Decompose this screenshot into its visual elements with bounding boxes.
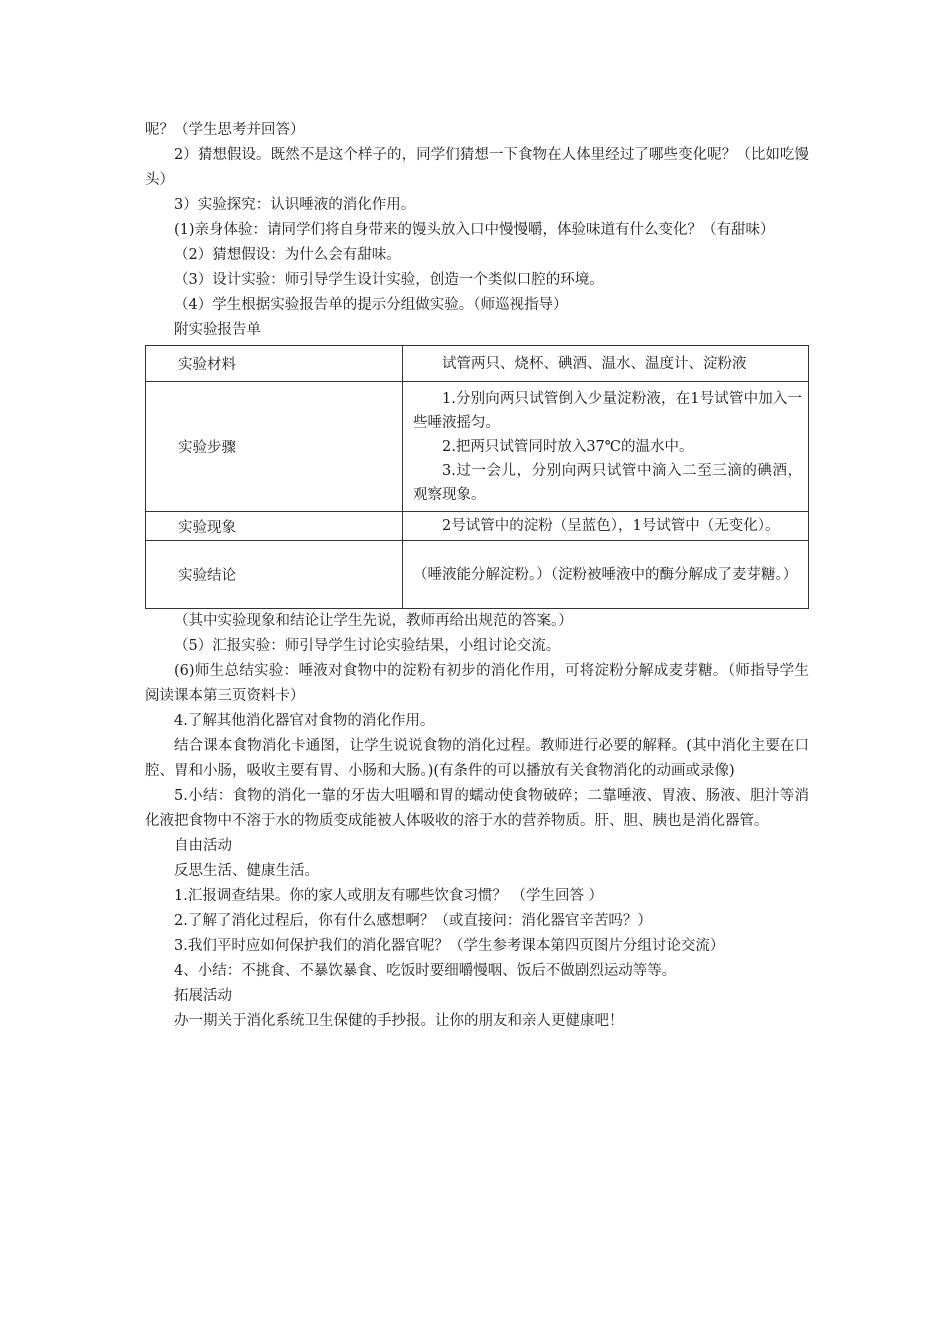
paragraph: （其中实验现象和结论让学生先说，教师再给出规范的答案。）	[174, 613, 573, 629]
paragraph: （4）学生根据实验报告单的提示分组做实验。（师巡视指导）	[174, 297, 568, 313]
cell-text: 2.把两只试管同时放入37℃的温水中。	[442, 438, 694, 455]
paragraph: （5）汇报实验：师引导学生讨论实验结果，小组讨论交流。	[174, 638, 561, 654]
paragraph: 呢？（学生思考并回答）	[145, 122, 305, 138]
paragraph: 结合课本食物消化卡通图，让学生说说食物的消化过程。教师进行必要的解释。(其中消化主要在口腔、胃和小肠，吸收主要有胃、小肠和大肠。)(有条件的可以播放有关食物消化的动画或录像)	[145, 738, 809, 779]
table-row	[146, 346, 809, 382]
table-content-cell	[403, 382, 809, 512]
document-page	[145, 118, 809, 1034]
experiment-report-table	[145, 345, 809, 609]
cell-text: 2号试管中的淀粉（呈蓝色），1号试管中（无变化）。	[442, 518, 780, 534]
table-label-cell: 实验现象	[146, 512, 403, 541]
paragraph: 5.小结：食物的消化一靠的牙齿大咀嚼和胃的蠕动使食物破碎；二靠唾液、胃液、肠液、胆汁等消化液把食物中不溶于水的物质变成能被人体吸收的溶于水的营养物质。肝、胆、胰也是消化器管。	[145, 788, 809, 829]
paragraphs-bottom	[145, 609, 809, 1034]
table-row	[146, 382, 809, 512]
paragraph: 3）实验探究：认识唾液的消化作用。	[174, 197, 416, 213]
paragraph: 附实验报告单	[174, 322, 261, 338]
paragraph: 4、小结：不挑食、不暴饮暴食、吃饭时要细嚼慢咽、饭后不做剧烈运动等等。	[174, 963, 677, 979]
paragraph: 反思生活、健康生活。	[174, 863, 319, 879]
section-heading: 自由活动	[174, 838, 232, 854]
table-content-cell	[403, 346, 809, 382]
cell-text: 1.分别向两只试管倒入少量淀粉液，在1号试管中加入一些唾液摇匀。	[413, 390, 802, 431]
paragraph: （2）猜想假设：为什么会有甜味。	[174, 247, 401, 263]
table-row	[146, 541, 809, 609]
cell-text: （唾液能分解淀粉。）（淀粉被唾液中的酶分解成了麦芽糖。）	[413, 566, 798, 583]
paragraph: (1)亲身体验：请同学们将自身带来的馒头放入口中慢慢嚼，体验味道有什么变化？（有甜味）	[174, 222, 775, 238]
paragraph: 4.了解其他消化器官对食物的消化作用。	[174, 713, 435, 729]
paragraph: 3.我们平时应如何保护我们的消化器官呢？（学生参考课本第四页图片分组讨论交流）	[174, 938, 725, 954]
table-content-cell	[403, 541, 809, 609]
paragraphs-top	[145, 118, 809, 343]
paragraph: 1.汇报调查结果。你的家人或朋友有哪些饮食习惯？ （学生回答 ）	[174, 888, 604, 904]
cell-text: 试管两只、烧杯、碘酒、温水、温度计、淀粉液	[442, 355, 747, 372]
paragraph: 2）猜想假设。既然不是这个样子的，同学们猜想一下食物在人体里经过了哪些变化呢？（比如吃馒头）	[145, 147, 809, 188]
section-heading: 拓展活动	[174, 988, 232, 1004]
table-row	[146, 512, 809, 541]
table-label-cell: 实验结论	[146, 541, 403, 609]
table-content-cell	[403, 512, 809, 541]
paragraph: (6)师生总结实验：唾液对食物中的淀粉有初步的消化作用，可将淀粉分解成麦芽糖。（师指导学生阅读课本第三页资料卡）	[145, 663, 809, 704]
table-label-cell: 实验材料	[146, 346, 403, 382]
paragraph: 办一期关于消化系统卫生保健的手抄报。让你的朋友和亲人更健康吧！	[174, 1013, 624, 1029]
paragraph: （3）设计实验：师引导学生设计实验，创造一个类似口腔的环境。	[174, 272, 604, 288]
table-label-cell: 实验步骤	[146, 382, 403, 512]
cell-text: 3.过一会儿，分别向两只试管中滴入二至三滴的碘酒，观察现象。	[413, 462, 802, 503]
paragraph: 2.了解了消化过程后，你有什么感想啊？（或直接问：消化器官辛苦吗？）	[174, 913, 652, 929]
